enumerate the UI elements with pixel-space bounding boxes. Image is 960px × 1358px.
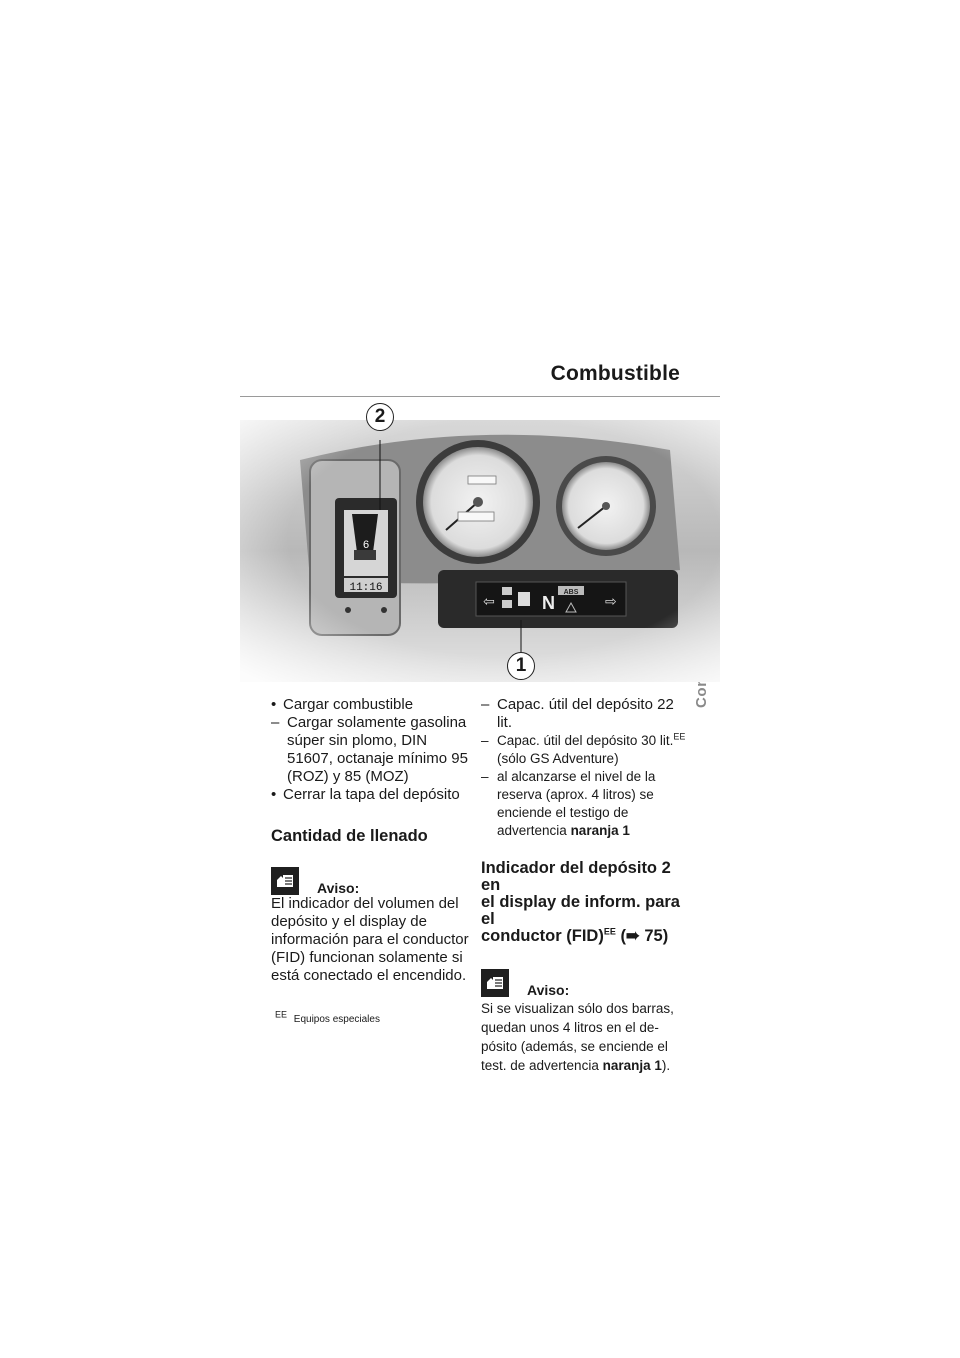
- callout-1: 1: [507, 652, 535, 680]
- left-column: [271, 696, 471, 1029]
- list-item: [271, 696, 471, 714]
- bullet-mark: •: [271, 786, 277, 803]
- notice-body: Si se visualizan sólo dos barras, quedan unos 4 litros en el de-pósito (además, se enciende el test. de advertencia: [481, 1001, 674, 1073]
- list-item: [481, 768, 691, 840]
- heading-line: conductor (FID): [481, 927, 604, 945]
- notice-label: Aviso:: [317, 880, 360, 896]
- list-item-text: Capac. útil del depósito 22 lit.: [497, 696, 674, 731]
- notice-label: Aviso:: [527, 982, 570, 998]
- dashboard-photo: [240, 406, 720, 682]
- list-item: [271, 714, 471, 786]
- section-heading: [481, 860, 691, 945]
- heading-line: el display de inform. para el: [481, 893, 680, 928]
- notice-header: [481, 969, 691, 997]
- section-heading: Cantidad de llenado: [271, 827, 428, 845]
- heading-line: Indicador del depósito 2 en: [481, 859, 671, 894]
- notice-end: ).: [661, 1058, 671, 1073]
- list-item-text: Cargar solamente gasolina súper sin plomo, DIN 51607, octanaje mínimo 95 (ROZ) y 85 (MOZ): [287, 714, 468, 785]
- right-column: [481, 696, 691, 1075]
- dash-mark: –: [481, 696, 490, 713]
- page-reference: (➠ 75): [620, 927, 669, 945]
- dash-mark: –: [481, 733, 489, 748]
- page-title: Combustible: [550, 362, 680, 385]
- list-item-bold: naranja 1: [570, 823, 630, 838]
- list-item: [481, 732, 691, 768]
- list-item: [481, 696, 691, 732]
- superscript-ee: EE: [603, 926, 616, 937]
- title-divider: [240, 396, 720, 397]
- footnote-mark: EE: [275, 1009, 288, 1020]
- list-item-text: Capac. útil del depósito 30 lit.: [497, 733, 674, 748]
- list-item-text: Cargar combustible: [283, 696, 414, 713]
- list-item-note: (sólo GS Adventure): [497, 751, 619, 766]
- dash-mark: –: [271, 714, 280, 731]
- callout-2: 2: [366, 403, 394, 431]
- bullet-mark: •: [271, 696, 277, 713]
- footnote-text: Equipos especiales: [293, 1014, 380, 1025]
- superscript-ee: EE: [673, 731, 686, 742]
- list-item-text: Cerrar la tapa del depósito: [283, 786, 460, 803]
- dash-mark: –: [481, 769, 489, 784]
- notice-bold: naranja 1: [602, 1058, 662, 1073]
- notice-text: [481, 999, 691, 1075]
- list-item: [271, 786, 471, 804]
- footnote: [275, 1011, 471, 1029]
- notice-text: El indicador del volumen del depósito y el display de información para el conductor (FID) funcionan solamente si está conectado el encendido.: [271, 895, 469, 984]
- notice-header: [271, 867, 471, 895]
- notice-hand-icon: [271, 867, 299, 895]
- notice-hand-icon: [481, 969, 509, 997]
- list-item-text: al alcanzarse el nivel de la reserva (aprox. 4 litros) se enciende el testigo de advertencia: [497, 769, 656, 838]
